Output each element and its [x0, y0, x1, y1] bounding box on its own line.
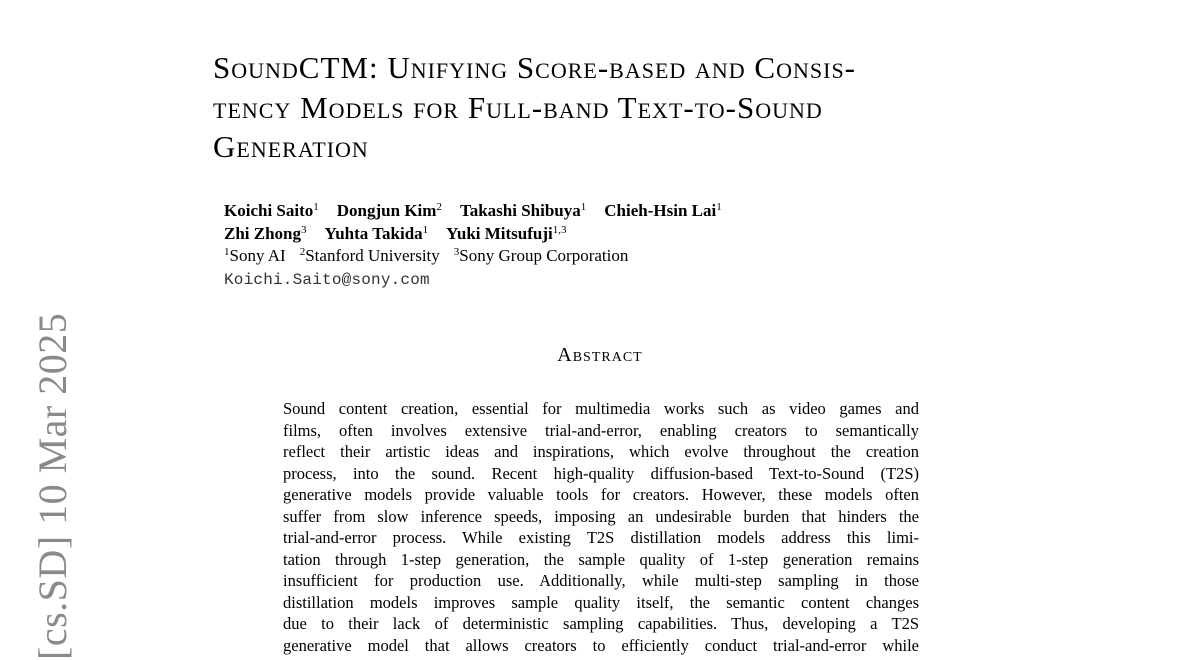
abstract-line: films, often involves extensive trial-and-error, enabling creators to semantically: [283, 420, 919, 440]
abstract-line: suffer from slow inference speeds, imposing an undesirable burden that hinders the: [283, 506, 919, 526]
affiliation: [300, 246, 440, 265]
abstract-body: [283, 398, 919, 656]
author-name: Dongjun Kim: [336, 201, 437, 220]
author: [446, 224, 566, 243]
author-name: Koichi Saito: [224, 201, 314, 220]
author-line-2: [224, 223, 924, 246]
affiliations-line: [224, 245, 924, 268]
author-affiliation-mark: 1: [422, 223, 429, 236]
affiliation-number: 2: [299, 246, 306, 258]
abstract-line: trial-and-error process. While existing T2S distillation models address this limi-: [283, 528, 919, 547]
author-block: [224, 200, 924, 291]
abstract-line: generative models provide valuable tools for creators. However, these models often: [283, 485, 919, 504]
affiliation-name: Stanford University: [305, 246, 440, 265]
abstract-line: due to their lack of deterministic sampling capabilities. Thus, developing a T2S: [283, 614, 919, 633]
arxiv-stamp-text: [cs.SD] 10 Mar 2025: [30, 312, 75, 660]
author: [460, 201, 586, 220]
affiliation-name: Sony AI: [229, 246, 286, 265]
author-name: Chieh-Hsin Lai: [604, 201, 717, 220]
abstract-line: tation through 1-step generation, the sample quality of 1-step generation remains: [283, 549, 919, 569]
author-name: Takashi Shibuya: [459, 201, 581, 220]
author: [224, 224, 307, 243]
affiliation-number: 1: [224, 246, 230, 258]
author-name: Zhi Zhong: [224, 223, 302, 243]
abstract-line: reflect their artistic ideas and inspirations, which evolve throughout the creation: [283, 442, 919, 461]
title-line: SoundCTM: Unifying Score-based and Consis-: [213, 50, 857, 85]
abstract-line: Sound content creation, essential for multimedia works such as video games and: [283, 399, 919, 418]
author-affiliation-mark: 1: [716, 201, 722, 213]
author-affiliation-mark: 1: [313, 201, 319, 213]
author-affiliation-mark: 3: [301, 223, 307, 236]
author: [337, 201, 442, 220]
affiliation-number: 3: [453, 246, 460, 258]
author: [325, 224, 429, 243]
author-name: Yuki Mitsufuji: [446, 223, 553, 243]
abstract-line: process, into the sound. Recent high-quality diffusion-based Text-to-Sound (T2S): [283, 463, 919, 483]
paper-title: [213, 48, 1013, 167]
author: [604, 201, 721, 220]
abstract-line: generative model that allows creators to efficiently conduct trial-and-error while: [283, 635, 919, 655]
affiliation-name: Sony Group Corporation: [459, 246, 629, 265]
author-affiliation-mark: 1: [580, 201, 587, 213]
abstract-heading: Abstract: [557, 344, 643, 366]
affiliation: [454, 246, 629, 265]
abstract-line: distillation models improves sample quality itself, the semantic content changes: [283, 592, 919, 612]
author-line-1: [224, 200, 924, 223]
title-line: tency Models for Full-band Text-to-Sound: [213, 89, 823, 125]
affiliation: [224, 246, 286, 265]
email-line: [224, 268, 924, 292]
contact-email[interactable]: Koichi.Saito@sony.com: [224, 270, 430, 289]
author-name: Yuhta Takida: [324, 223, 423, 243]
author-affiliation-mark: 2: [436, 201, 442, 213]
abstract-line: insufficient for production use. Additionally, while multi-step sampling in those: [283, 571, 919, 590]
title-line: Generation: [213, 129, 369, 164]
author-affiliation-mark: 1,3: [552, 223, 567, 236]
author: [224, 201, 319, 220]
